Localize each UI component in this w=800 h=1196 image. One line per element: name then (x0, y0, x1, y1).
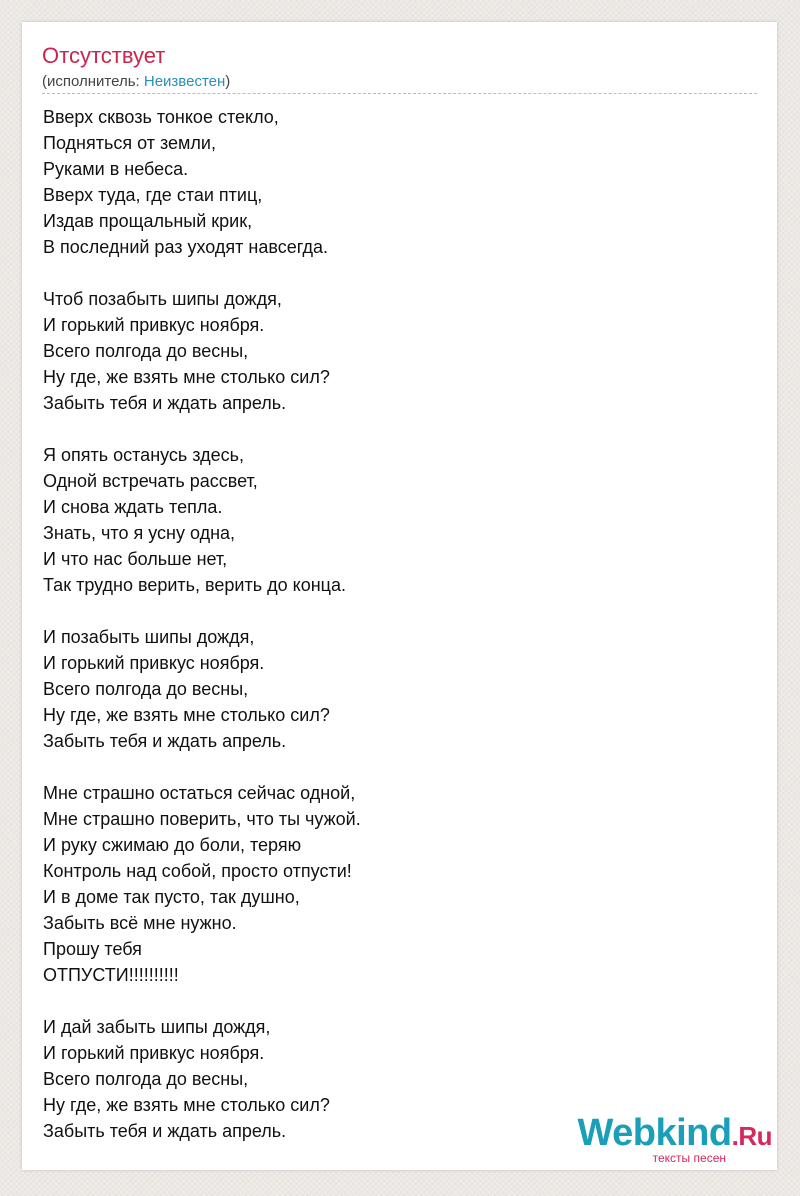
divider (42, 93, 757, 94)
site-logo[interactable] (577, 1114, 772, 1164)
logo-tagline: тексты песен (652, 1151, 726, 1165)
lyrics-card (22, 22, 777, 1170)
logo-wordmark (577, 1114, 772, 1155)
logo-suffix: .Ru (731, 1121, 772, 1151)
song-title: Отсутствует (42, 43, 166, 68)
artist-suffix: ) (225, 73, 231, 90)
artist-link[interactable]: Неизвестен (143, 73, 226, 90)
artist-prefix: (исполнитель: (42, 73, 144, 90)
lyrics-text: Вверх сквозь тонкое стекло, Подняться от земли, Руками в небеса. Вверх туда, где стаи птиц, Издав прощальный крик, В последний раз уходят навсегда. Чтоб позабыть шипы дождя, И горький привкус ноября. Всего полгода до весны, Ну где, же взять мне столько сил? Забыть тебя и ждать апрель. Я опять останусь здесь, Одной встречать рассвет, И снова ждать тепла. Знать, что я усну одна, И что нас больше нет, Так трудно верить, верить до конца. И позабыть шипы дождя, И горький привкус ноября. Всего полгода до весны, Ну где, же взять мне столько сил? Забыть тебя и ждать апрель. Мне страшно остаться сейчас одной, Мне страшно поверить, что ты чужой. И руку сжимаю до боли, теряю Контроль над собой, просто отпусти! И в доме так пусто, так душно, Забыть всё мне нужно. Прошу тебя ОТПУСТИ!!!!!!!!!! И дай забыть шипы дождя, И горький привкус ноября. Всего полгода до весны, Ну где, же взять мне столько сил? Забыть тебя и ждать апрель. (43, 107, 361, 1141)
logo-main-text: Webkind (577, 1112, 732, 1154)
artist-line (42, 72, 230, 92)
